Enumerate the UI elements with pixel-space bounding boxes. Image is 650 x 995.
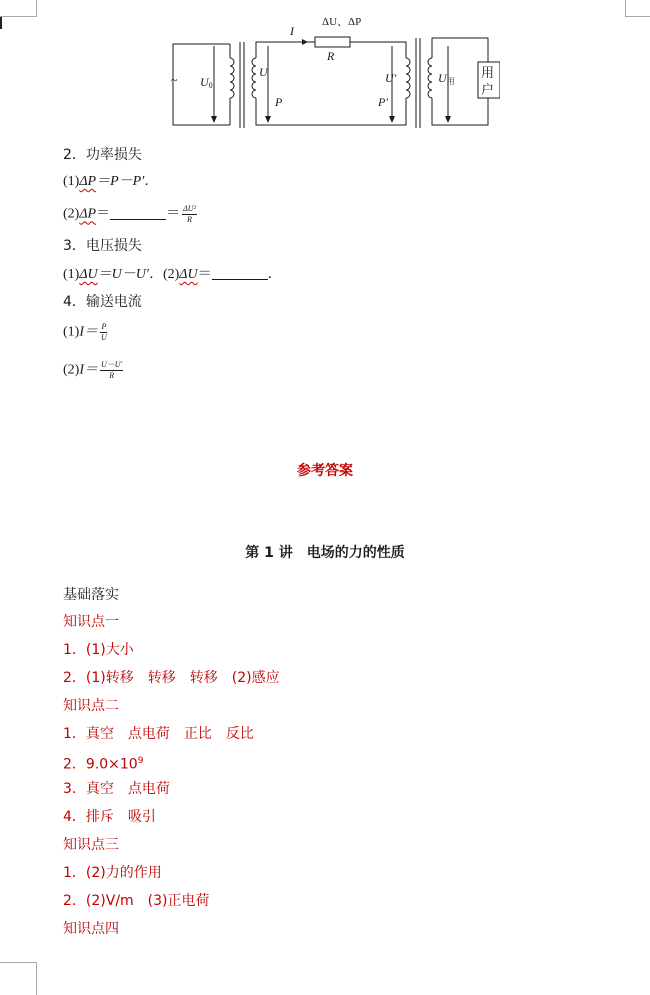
voltage-loss-items: (1)ΔU＝U－U′．(2)ΔU＝ ． — [63, 267, 282, 282]
lecture-title: 第 1 讲 电场的力的性质 — [245, 545, 405, 561]
line-wire-right — [350, 42, 406, 58]
current-arrow — [302, 39, 308, 45]
answer-line: 3．真空 点电荷 — [63, 781, 170, 797]
u-user-label: U用 — [438, 71, 455, 86]
p-label: P — [275, 95, 283, 109]
primary-coil — [230, 58, 234, 98]
answer-line: 2．(2)V/m (3)正电荷 — [63, 893, 210, 909]
fill-blank[interactable] — [110, 205, 166, 220]
secondary-coil — [252, 58, 256, 98]
power-loss-item-2: (2)ΔP＝ ＝ $\frac{\text{ΔU²}}{R}$ — [63, 204, 196, 224]
stepdown-primary-coil — [406, 58, 410, 98]
p-prime-label: P′ — [378, 95, 388, 109]
section-power-loss-title: 2．功率损失 — [63, 147, 142, 163]
transmission-circuit-diagram — [160, 10, 500, 132]
user-wire-bottom — [432, 98, 488, 125]
fill-blank[interactable] — [212, 265, 268, 280]
basic-heading: 基础落实 — [63, 587, 119, 603]
line-wire-top — [256, 42, 315, 58]
knowledge-point-4: 知识点四 — [63, 921, 119, 937]
answers-heading: 参考答案 — [297, 463, 353, 479]
power-loss-item-1: (1)ΔP＝P－P′． — [63, 174, 159, 189]
resistor-r — [315, 37, 350, 47]
fraction: $\frac{\text{ΔU²}}{R}$ — [183, 204, 196, 224]
stepdown-secondary-coil — [428, 58, 432, 98]
fraction: $\frac{U-U'}{R}$ — [101, 360, 123, 380]
knowledge-point-3: 知识点三 — [63, 837, 119, 853]
loss-label: ΔU、ΔP — [322, 16, 362, 28]
knowledge-point-2: 知识点二 — [63, 698, 119, 714]
answer-line: 2．$9.0\times 10^9$ — [63, 756, 144, 773]
answer-line: 1．(1)大小 — [63, 642, 134, 658]
u0-label: U0 — [200, 75, 213, 90]
r-label: R — [327, 49, 335, 63]
user-label-line1: 用 — [481, 66, 495, 81]
page-corner-mark — [625, 0, 650, 17]
section-current-title: 4．输送电流 — [63, 294, 142, 310]
user-label-line2: 户 — [481, 83, 495, 98]
current-label: I — [290, 24, 294, 38]
current-item-2: (2)I＝ $\frac{U-U'}{R}$ — [63, 360, 123, 380]
answer-line: 1．真空 点电荷 正比 反比 — [63, 726, 254, 742]
section-voltage-loss-title: 3．电压损失 — [63, 238, 142, 254]
u-label: U — [259, 65, 268, 79]
knowledge-point-1: 知识点一 — [63, 614, 119, 630]
u-prime-label: U′ — [385, 71, 397, 85]
fraction: $\frac{P}{U}$ — [101, 322, 107, 342]
text-cursor — [0, 17, 2, 29]
current-item-1: (1)I＝ $\frac{P}{U}$ — [63, 322, 107, 342]
answer-line: 4．排斥 吸引 — [63, 809, 156, 825]
ac-source-symbol: ~ — [171, 73, 178, 87]
page-corner-mark — [0, 962, 37, 995]
user-wire-top — [432, 38, 488, 62]
answer-line: 2．(1)转移 转移 转移 (2)感应 — [63, 670, 280, 686]
page-corner-mark — [0, 0, 37, 17]
answer-line: 1．(2)力的作用 — [63, 865, 162, 881]
